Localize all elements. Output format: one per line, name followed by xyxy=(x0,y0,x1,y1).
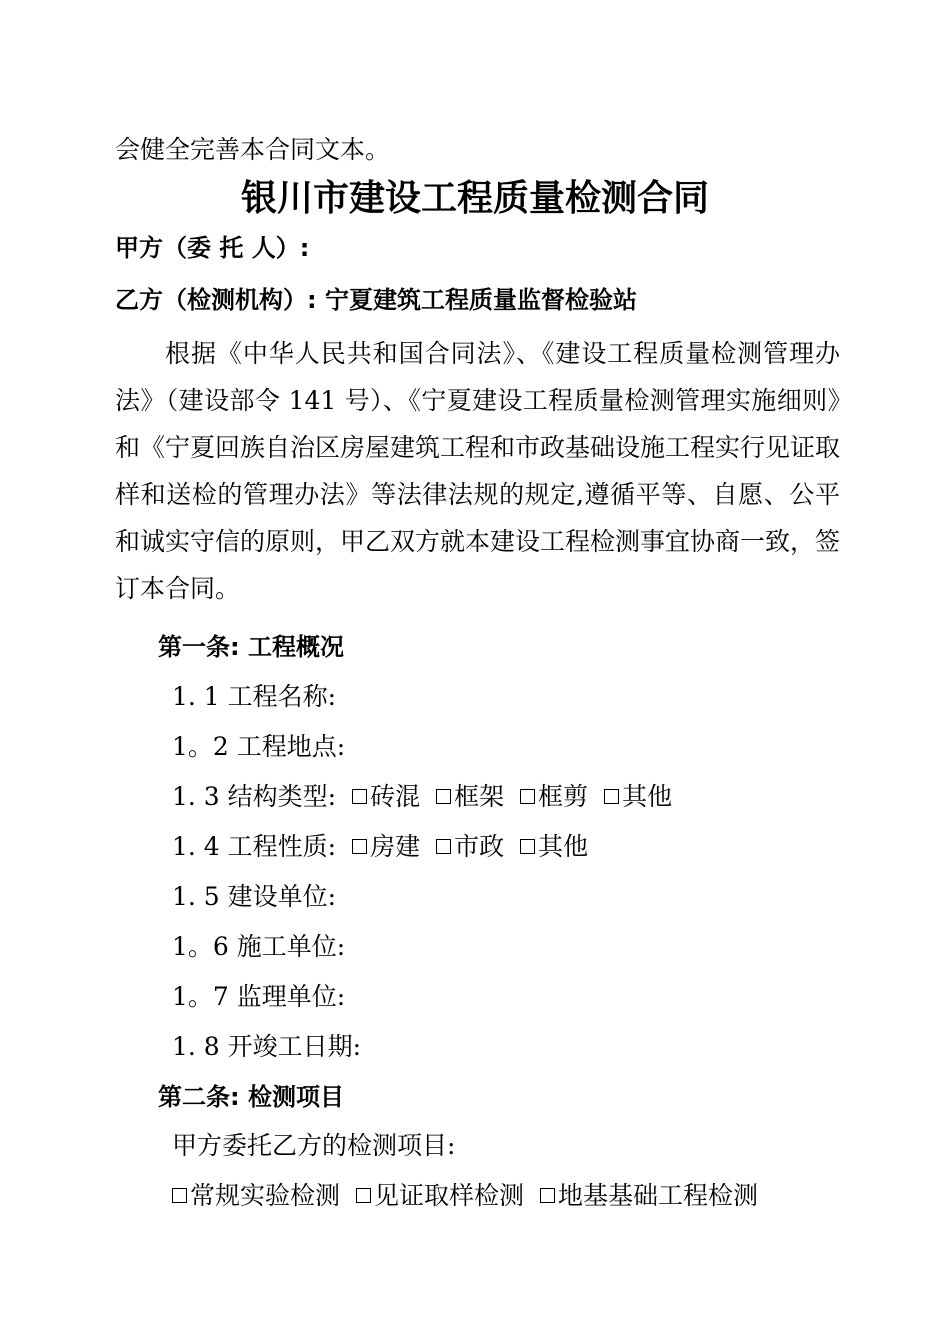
structure-type-row xyxy=(172,782,672,812)
checkbox-icon[interactable] xyxy=(356,1188,371,1203)
structure-option-frame-shear[interactable]: 框剪 xyxy=(520,782,588,812)
project-location-field: 1。2 工程地点: xyxy=(172,732,346,761)
article2-heading: 第二条: 检测项目 xyxy=(158,1083,344,1111)
owner-unit-field: 1. 5 建设单位: xyxy=(172,882,337,911)
nature-option-municipal[interactable]: 市政 xyxy=(436,832,504,862)
test-option-foundation[interactable]: 地基基础工程检测 xyxy=(540,1181,758,1211)
checkbox-icon[interactable] xyxy=(352,789,367,804)
structure-option-frame[interactable]: 框架 xyxy=(436,782,504,812)
construction-dates-field: 1. 8 开竣工日期: xyxy=(172,1032,362,1061)
checkbox-icon[interactable] xyxy=(604,789,619,804)
checkbox-icon[interactable] xyxy=(172,1188,187,1203)
nature-option-other[interactable]: 其他 xyxy=(520,832,588,862)
preamble-paragraph: 根据《中华人民共和国合同法》、《建设工程质量检测管理办法》（建设部令 141 号）、《宁夏建设工程质量检测管理实施细则》和《宁夏回族自治区房屋建筑工程和市政基础设施工程实行见证取样和送检的管理办法》等法律法规的规定,遵循平等、自愿、公平和诚实守信的原则，甲乙双方就本建设工程检测事宜协商一致，签订本合同。 xyxy=(115,339,841,603)
test-option-routine[interactable]: 常规实验检测 xyxy=(172,1181,340,1211)
checkbox-icon[interactable] xyxy=(520,839,535,854)
article2-intro: 甲方委托乙方的检测项目: xyxy=(172,1131,456,1160)
intro-tail-text: 会健全完善本合同文本。 xyxy=(115,135,391,164)
contract-title: 银川市建设工程质量检测合同 xyxy=(240,178,709,219)
nature-option-building[interactable]: 房建 xyxy=(352,832,420,862)
test-items-row xyxy=(172,1181,758,1211)
checkbox-icon[interactable] xyxy=(520,789,535,804)
checkbox-icon[interactable] xyxy=(540,1188,555,1203)
party-b-line: 乙方（检测机构）: 宁夏建筑工程质量监督检验站 xyxy=(115,286,637,314)
checkbox-icon[interactable] xyxy=(436,789,451,804)
test-option-witness-sampling[interactable]: 见证取样检测 xyxy=(356,1181,524,1211)
structure-option-other[interactable]: 其他 xyxy=(604,782,672,812)
supervisor-unit-field: 1。7 监理单位: xyxy=(172,982,346,1011)
structure-option-brick[interactable]: 砖混 xyxy=(352,782,420,812)
project-nature-row xyxy=(172,832,588,862)
structure-type-label: 1. 3 结构类型: xyxy=(172,782,337,811)
checkbox-icon[interactable] xyxy=(436,839,451,854)
article1-heading: 第一条: 工程概况 xyxy=(158,633,344,661)
contractor-unit-field: 1。6 施工单位: xyxy=(172,932,346,961)
checkbox-icon[interactable] xyxy=(352,839,367,854)
project-nature-label: 1. 4 工程性质: xyxy=(172,832,337,861)
party-a-line: 甲方（委 托 人）: xyxy=(115,234,310,262)
project-name-field: 1. 1 工程名称: xyxy=(172,682,337,711)
